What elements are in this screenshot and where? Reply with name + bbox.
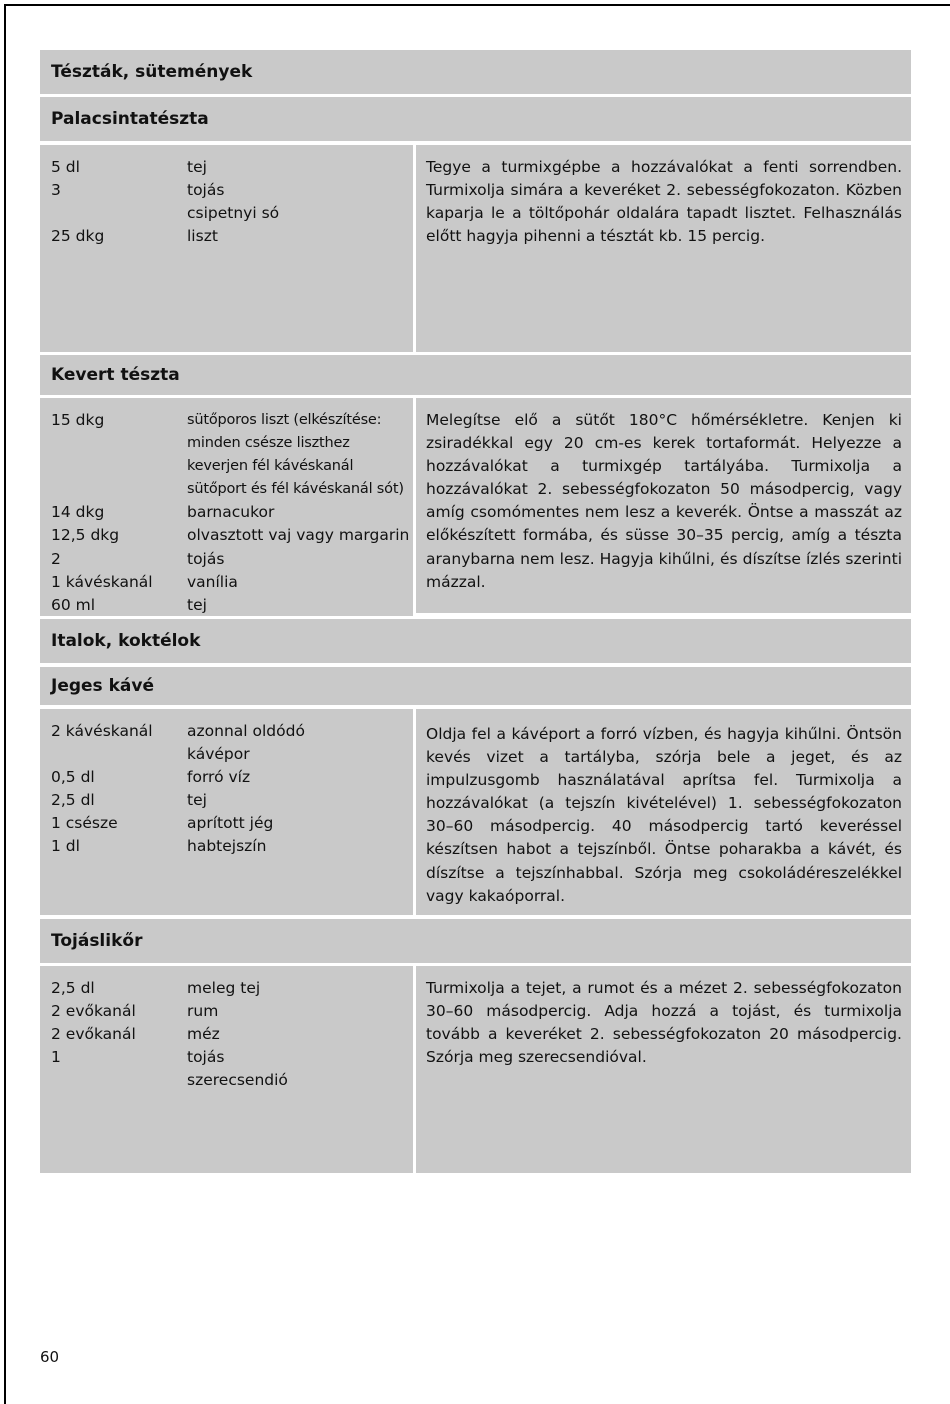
ingredients-mixed-dough [40,398,413,616]
instructions-mixed-dough [416,398,911,613]
recipe-title: Tojáslikőr [51,931,143,951]
ingredient-row [51,1000,413,1023]
ingredient-qty: 60 ml [51,595,96,614]
recipe-description: Turmixolja a tejet, a rumot és a mézet 2. sebességfokozaton 30–60 másodpercig. Adja hozzá a tojást, és turmixolja tovább a keveréket 2. sebességfokozaton 20 másodpercig. Szórja meg szerecsendióval. [426,979,902,1067]
page-number: 60 [40,1348,60,1366]
ingredient-qty: 2,5 dl [51,979,95,997]
section-title: Tészták, sütemények [51,62,253,82]
ingredient-row [51,789,413,812]
ingredient-row [51,548,413,571]
ingredient-name: azonnal oldódó kávépor [187,722,305,764]
recipe-title-pancake [40,97,911,141]
ingredient-row [51,720,413,766]
ingredient-row [51,977,413,1000]
ingredient-row [51,812,413,835]
ingredient-qty: 2,5 dl [51,791,95,810]
ingredient-name: tej [187,791,207,810]
ingredient-name: szerecsendió [187,1071,288,1090]
ingredient-row [51,524,413,547]
ingredient-row [51,202,413,225]
ingredient-row [51,179,413,202]
ingredient-row [51,1046,413,1069]
ingredient-name: tej [187,158,207,176]
ingredient-qty: 2 evőkanál [51,1025,136,1044]
ingredient-row [51,156,413,179]
ingredient-name: tej [187,595,207,614]
ingredient-row [51,835,413,858]
ingredient-qty: 2 evőkanál [51,1002,136,1021]
recipe-title-iced-coffee [40,667,911,705]
section-title: Italok, koktélok [51,631,201,651]
ingredient-qty: 15 dkg [51,411,105,429]
recipe-description: Melegítse elő a sütőt 180°C hőmérsékletre. Kenjen ki zsiradékkal egy 20 cm-es kerek tortaformát. Helyezze a hozzávalókat a turmixgép tartályába. Turmixolja a hozzávalókat 2. sebességfokozaton 50 másodpercig, vagy amíg csomómentes nem lesz a keverék. Öntse a masszát az előkészített formába, és süsse 30–35 percig, amíg a tészta aranybarna nem lesz. Hagyja kihűlni, és díszítse ízlés szerinti mázzal. [426,411,902,591]
ingredient-name: vanília [187,572,238,591]
ingredient-row [51,766,413,789]
recipe-description: Oldja fel a kávéport a forró vízben, és hagyja kihűlni. Öntsön kevés vizet a tartályba, szórja bele a jeget, és az impulzusgomb használatával aprítsa fel. Turmixolja a hozzávalókat (a tejszín kivételével) 1. sebességfokozaton 30–60 másodpercig. 40 másodpercig tartó keveréssel készítsen habot a tejszínből. Öntse poharakba a kávét, és díszítse a tejszínhabbal. Szórja meg csokoládéreszelékkel vagy kakaóporral. [426,725,902,905]
ingredient-qty: 1 dl [51,837,80,856]
ingredient-qty: 5 dl [51,158,80,176]
ingredient-row [51,1069,413,1092]
ingredient-qty: 2 [51,549,61,568]
recipe-title: Kevert tészta [51,365,180,385]
instructions-iced-coffee [416,709,911,915]
ingredient-row [51,409,413,501]
ingredient-name: meleg tej [187,979,261,997]
ingredient-row [51,571,413,594]
ingredient-qty: 1 kávéskanál [51,572,153,591]
section-header-drinks [40,619,911,663]
ingredient-name: olvasztott vaj vagy margarin [187,526,410,545]
ingredient-qty [51,1069,187,1092]
recipe-title: Palacsintatészta [51,109,209,129]
ingredient-name: aprított jég [187,814,274,833]
ingredient-qty: 12,5 dkg [51,526,120,545]
ingredient-qty: 0,5 dl [51,768,95,787]
ingredient-qty: 1 [51,1048,61,1067]
ingredient-name: tojás [187,549,225,568]
recipe-title: Jeges kávé [51,676,154,696]
ingredient-qty: 25 dkg [51,227,105,246]
ingredient-qty: 2 kávéskanál [51,722,153,740]
ingredient-row [51,501,413,524]
ingredient-name: rum [187,1002,219,1021]
instructions-eggnog [416,966,911,1173]
ingredient-name: liszt [187,227,218,246]
recipe-title-eggnog [40,919,911,963]
ingredient-name: méz [187,1025,220,1044]
ingredient-qty: 1 csésze [51,814,118,833]
ingredient-name: tojás [187,181,225,200]
ingredient-name: forró víz [187,768,251,787]
ingredient-name: barnacukor [187,503,275,522]
ingredients-iced-coffee [40,709,413,915]
ingredient-row [51,594,413,617]
recipe-description: Tegye a turmixgépbe a hozzávalókat a fenti sorrendben. Turmixolja simára a keveréket 2. sebességfokozaton. Közben kaparja le a töltőpohár oldalára tapadt lisztet. Felhasználás előtt hagyja pihenni a tésztát kb. 15 percig. [426,158,902,246]
ingredient-name: tojás [187,1048,225,1067]
ingredient-qty [51,202,187,225]
ingredient-row [51,1023,413,1046]
ingredient-name: habtejszín [187,837,267,856]
ingredient-qty: 3 [51,181,61,200]
ingredient-qty: 14 dkg [51,503,105,522]
instructions-pancake [416,145,911,352]
ingredients-pancake [40,145,413,352]
ingredient-row [51,225,413,248]
ingredients-eggnog [40,966,413,1173]
section-header-pastries [40,50,911,94]
recipe-title-mixed-dough [40,355,911,395]
ingredient-name: csipetnyi só [187,204,280,223]
ingredient-name: sütőporos liszt (elkészítése: minden csésze liszthez keverjen fél kávéskanál sütőport és fél kávéskanál sót) [187,412,404,498]
